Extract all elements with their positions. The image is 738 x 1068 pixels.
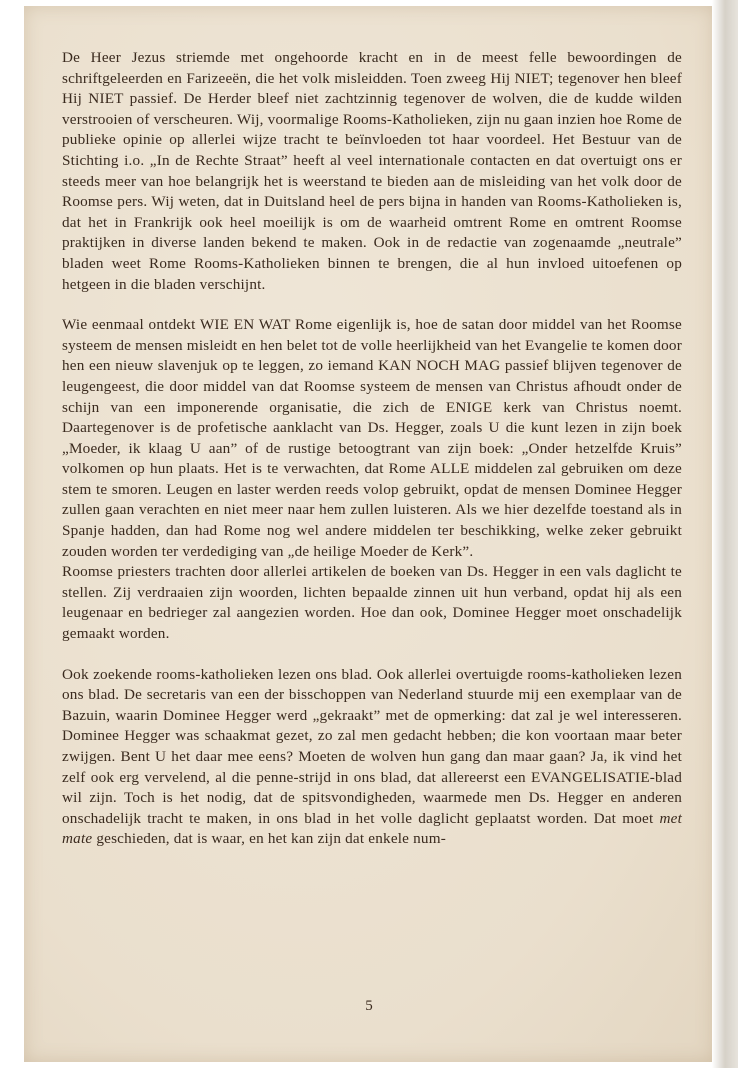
scan-edge	[712, 0, 738, 1068]
paragraph-4	[62, 665, 682, 850]
paragraph-3: Roomse priesters trachten door allerlei artikelen de boeken van Ds. Hegger in een vals daglicht te stellen. Zij verdraaien zijn woorden, lichten bepaalde zinnen uit hun verband, opdat hij als een leugenaar en bedrieger zal aangezien worden. Hoe dan ook, Dominee Hegger moet onschadelijk gemaakt worden.	[62, 563, 682, 643]
paragraph-2: Wie eenmaal ontdekt WIE EN WAT Rome eigenlijk is, hoe de satan door middel van het Roomse systeem de mensen misleidt en hen belet tot de volle heerlijkheid van het Evangelie te komen door hen een nieuw slavenjuk op te leggen, zo iemand KAN NOCH MAG passief blijven tegenover de leugengeest, die door middel van dat Roomse systeem de mensen van Christus afhoudt onder de schijn van een imponerende organisatie, die zich de ENIGE kerk van Christus noemt. Daartegenover is de profetische aanklacht van Ds. Hegger, zoals U die kunt lezen in zijn boek „Moeder, ik klaag U aan” of de rustige betoogtrant van zijn boek: „Onder hetzelfde Kruis” volkomen op hun plaats. Het is te verwachten, dat Rome ALLE middelen zal gebruiken om deze stem te smoren. Leugen en laster werden reeds volop gebruikt, opdat de mensen Dominee Hegger zullen gaan verachten en niet meer naar hem zullen luisteren. Als we hier dezelfde toestand als in Spanje hadden, dan had Rome nog wel andere middelen ter beschikking, welke zeker gebruikt zouden worden ter verdediging van „de heilige Moeder de Kerk”.	[62, 316, 682, 560]
paragraph-4-italic: met mate	[62, 809, 682, 848]
paragraph-4-text: Ook zoekende rooms-katholieken lezen ons blad. Ook allerlei overtuigde rooms-katholieken lezen ons blad. De secretaris van een der bisschoppen van Nederland stuurde mij een exemplaar van de Bazuin, waarin Dominee Hegger werd „gekraakt” met de opmerking: dat zal je wel interesseren. Dominee Hegger was schaakmat gezet, zo zal men gedacht hebben; die kon voortaan maar beter zwijgen. Bent U het daar mee eens? Moeten de wolven hun gang dan maar gaan? Ja, ik vind het zelf ook erg vervelend, al die penne-strijd in ons blad, dat allereerst een EVANGELISATIE-blad wil zijn. Toch is het nodig, dat de spitsvondigheden, waarmede men Ds. Hegger en anderen onschadelijk tracht te maken, in ons blad in het volle daglicht geplaatst worden. Dat moet	[62, 665, 682, 827]
article-body	[62, 48, 682, 850]
page-number: 5	[365, 998, 373, 1014]
paragraph-4-tail: geschieden, dat is waar, en het kan zijn dat enkele num-	[96, 830, 446, 848]
paragraph-1: De Heer Jezus striemde met ongehoorde kracht en in de meest felle bewoordingen de schriftgeleerden en Farizeeën, die het volk misleidden. Toen zweeg Hij NIET; tegenover hen bleef Hij NIET passief. De Herder bleef niet zachtzinnig tegenover de wolven, die de kudde wilden verstrooien of verscheuren. Wij, voormalige Rooms-Katholieken, zijn nu gaan inzien hoe Rome de publieke opinie op allerlei wijze tracht te beïnvloeden tot haar voordeel. Het Bestuur van de Stichting i.o. „In de Rechte Straat” heeft al veel internationale contacten en dat overtuigt ons er steeds meer van hoe belangrijk het is weerstand te bieden aan de misleiding van het volk door de Roomse pers. Wij weten, dat in Duitsland heel de pers bijna in handen van Rooms-Katholieken is, dat het in Frankrijk ook heel moeilijk is om de waarheid omtrent Rome en omtrent Roomse praktijken in diverse landen bekend te maken. Ook in de redactie van zogenaamde „neutrale” bladen weet Rome Rooms-Katholieken binnen te brengen, die al hun invloed uitoefenen op hetgeen in die bladen verschijnt.	[62, 49, 682, 293]
